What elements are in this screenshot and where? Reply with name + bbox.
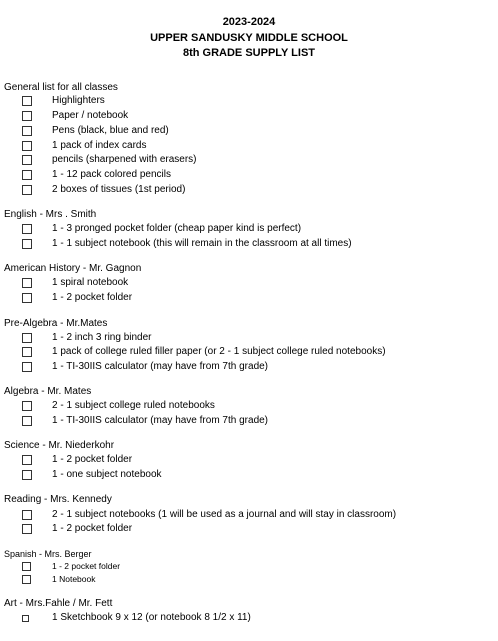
checklist-item[interactable]: [22, 572, 95, 586]
section-title-pre-algebra: Pre-Algebra - Mr.Mates: [4, 318, 108, 329]
item-label: 1 - 2 pocket folder: [52, 523, 133, 534]
checkbox[interactable]: [22, 416, 32, 426]
section-title-spanish: Spanish - Mrs. Berger: [4, 549, 92, 559]
checklist-item[interactable]: [22, 468, 162, 482]
checklist-item[interactable]: [22, 124, 169, 138]
checklist-item[interactable]: [22, 360, 268, 374]
item-label: 1 - 2 pocket folder: [52, 561, 121, 571]
checklist-item[interactable]: [22, 414, 268, 428]
checklist-item[interactable]: [22, 522, 132, 536]
checkbox[interactable]: [22, 96, 32, 106]
checkbox[interactable]: [22, 575, 31, 584]
item-label: Pens (black, blue and red): [52, 125, 169, 136]
item-label: 1 - 2 inch 3 ring binder: [52, 332, 152, 343]
checkbox[interactable]: [22, 293, 32, 303]
section-title-art: Art - Mrs.Fahle / Mr. Fett: [4, 598, 113, 609]
item-label: 2 - 1 subject college ruled notebooks: [52, 400, 215, 411]
checkbox[interactable]: [22, 185, 32, 195]
item-label: 1 Notebook: [52, 574, 96, 584]
header-school: UPPER SANDUSKY MIDDLE SCHOOL: [150, 32, 348, 44]
checkbox[interactable]: [22, 141, 32, 151]
checkbox[interactable]: [22, 562, 31, 571]
item-label: 1 spiral notebook: [52, 277, 129, 288]
checklist-item[interactable]: [22, 291, 132, 305]
section-title-american-history: American History - Mr. Gagnon: [4, 263, 142, 274]
checkbox[interactable]: [22, 170, 32, 180]
item-label: 1 - 2 pocket folder: [52, 292, 133, 303]
item-label: 2 - 1 subject notebooks (1 will be used as a journal and will stay in classroom): [52, 509, 397, 520]
item-label: 2 boxes of tissues (1st period): [52, 184, 186, 195]
checklist-item[interactable]: [22, 611, 251, 625]
item-label: 1 pack of college ruled filler paper (or 2 - 1 subject college ruled notebooks): [52, 346, 386, 357]
checklist-item[interactable]: [22, 153, 197, 167]
checkbox[interactable]: [22, 278, 32, 288]
item-label: 1 - 3 pronged pocket folder (cheap paper kind is perfect): [52, 223, 302, 234]
section-title-science: Science - Mr. Niederkohr: [4, 440, 115, 451]
checkbox[interactable]: [22, 126, 32, 136]
checklist-item[interactable]: [22, 222, 301, 236]
section-title-english: English - Mrs . Smith: [4, 209, 97, 220]
checkbox[interactable]: [22, 224, 32, 234]
checkbox[interactable]: [22, 333, 32, 343]
checkbox[interactable]: [22, 455, 32, 465]
checklist-item[interactable]: [22, 345, 386, 359]
section-title-algebra: Algebra - Mr. Mates: [4, 386, 92, 397]
section-title-general: General list for all classes: [4, 82, 118, 93]
checkbox[interactable]: [22, 615, 29, 622]
checkbox[interactable]: [22, 155, 32, 165]
item-label: 1 - 1 subject notebook (this will remain in the classroom at all times): [52, 238, 352, 249]
checkbox[interactable]: [22, 111, 32, 121]
checklist-item[interactable]: [22, 168, 171, 182]
checkbox[interactable]: [22, 239, 32, 249]
section-title-reading: Reading - Mrs. Kennedy: [4, 494, 112, 505]
checklist-item[interactable]: [22, 453, 132, 467]
item-label: 1 - TI-30IIS calculator (may have from 7th grade): [52, 415, 269, 426]
checklist-item[interactable]: [22, 559, 120, 573]
checkbox[interactable]: [22, 524, 32, 534]
checklist-item[interactable]: [22, 94, 105, 108]
checklist-item[interactable]: [22, 109, 128, 123]
checklist-item[interactable]: [22, 237, 352, 251]
checkbox[interactable]: [22, 510, 32, 520]
checkbox[interactable]: [22, 401, 32, 411]
item-label: 1 Sketchbook 9 x 12 (or notebook 8 1/2 x 11): [52, 612, 251, 623]
checkbox[interactable]: [22, 362, 32, 372]
checklist-item[interactable]: [22, 331, 152, 345]
header-year: 2023-2024: [222, 16, 276, 28]
checkbox[interactable]: [22, 470, 32, 480]
checklist-item[interactable]: [22, 139, 147, 153]
checklist-item[interactable]: [22, 508, 396, 522]
item-label: Paper / notebook: [52, 110, 129, 121]
item-label: 1 - one subject notebook: [52, 469, 162, 480]
item-label: 1 pack of index cards: [52, 140, 147, 151]
header-list-title: 8th GRADE SUPPLY LIST: [182, 47, 316, 59]
item-label: 1 - 12 pack colored pencils: [52, 169, 171, 180]
checklist-item[interactable]: [22, 276, 128, 290]
item-label: 1 - TI-30IIS calculator (may have from 7th grade): [52, 361, 269, 372]
item-label: pencils (sharpened with erasers): [52, 154, 197, 165]
checklist-item[interactable]: [22, 399, 215, 413]
checklist-item[interactable]: [22, 183, 185, 197]
item-label: 1 - 2 pocket folder: [52, 454, 133, 465]
item-label: Highlighters: [52, 95, 105, 106]
checkbox[interactable]: [22, 347, 32, 357]
